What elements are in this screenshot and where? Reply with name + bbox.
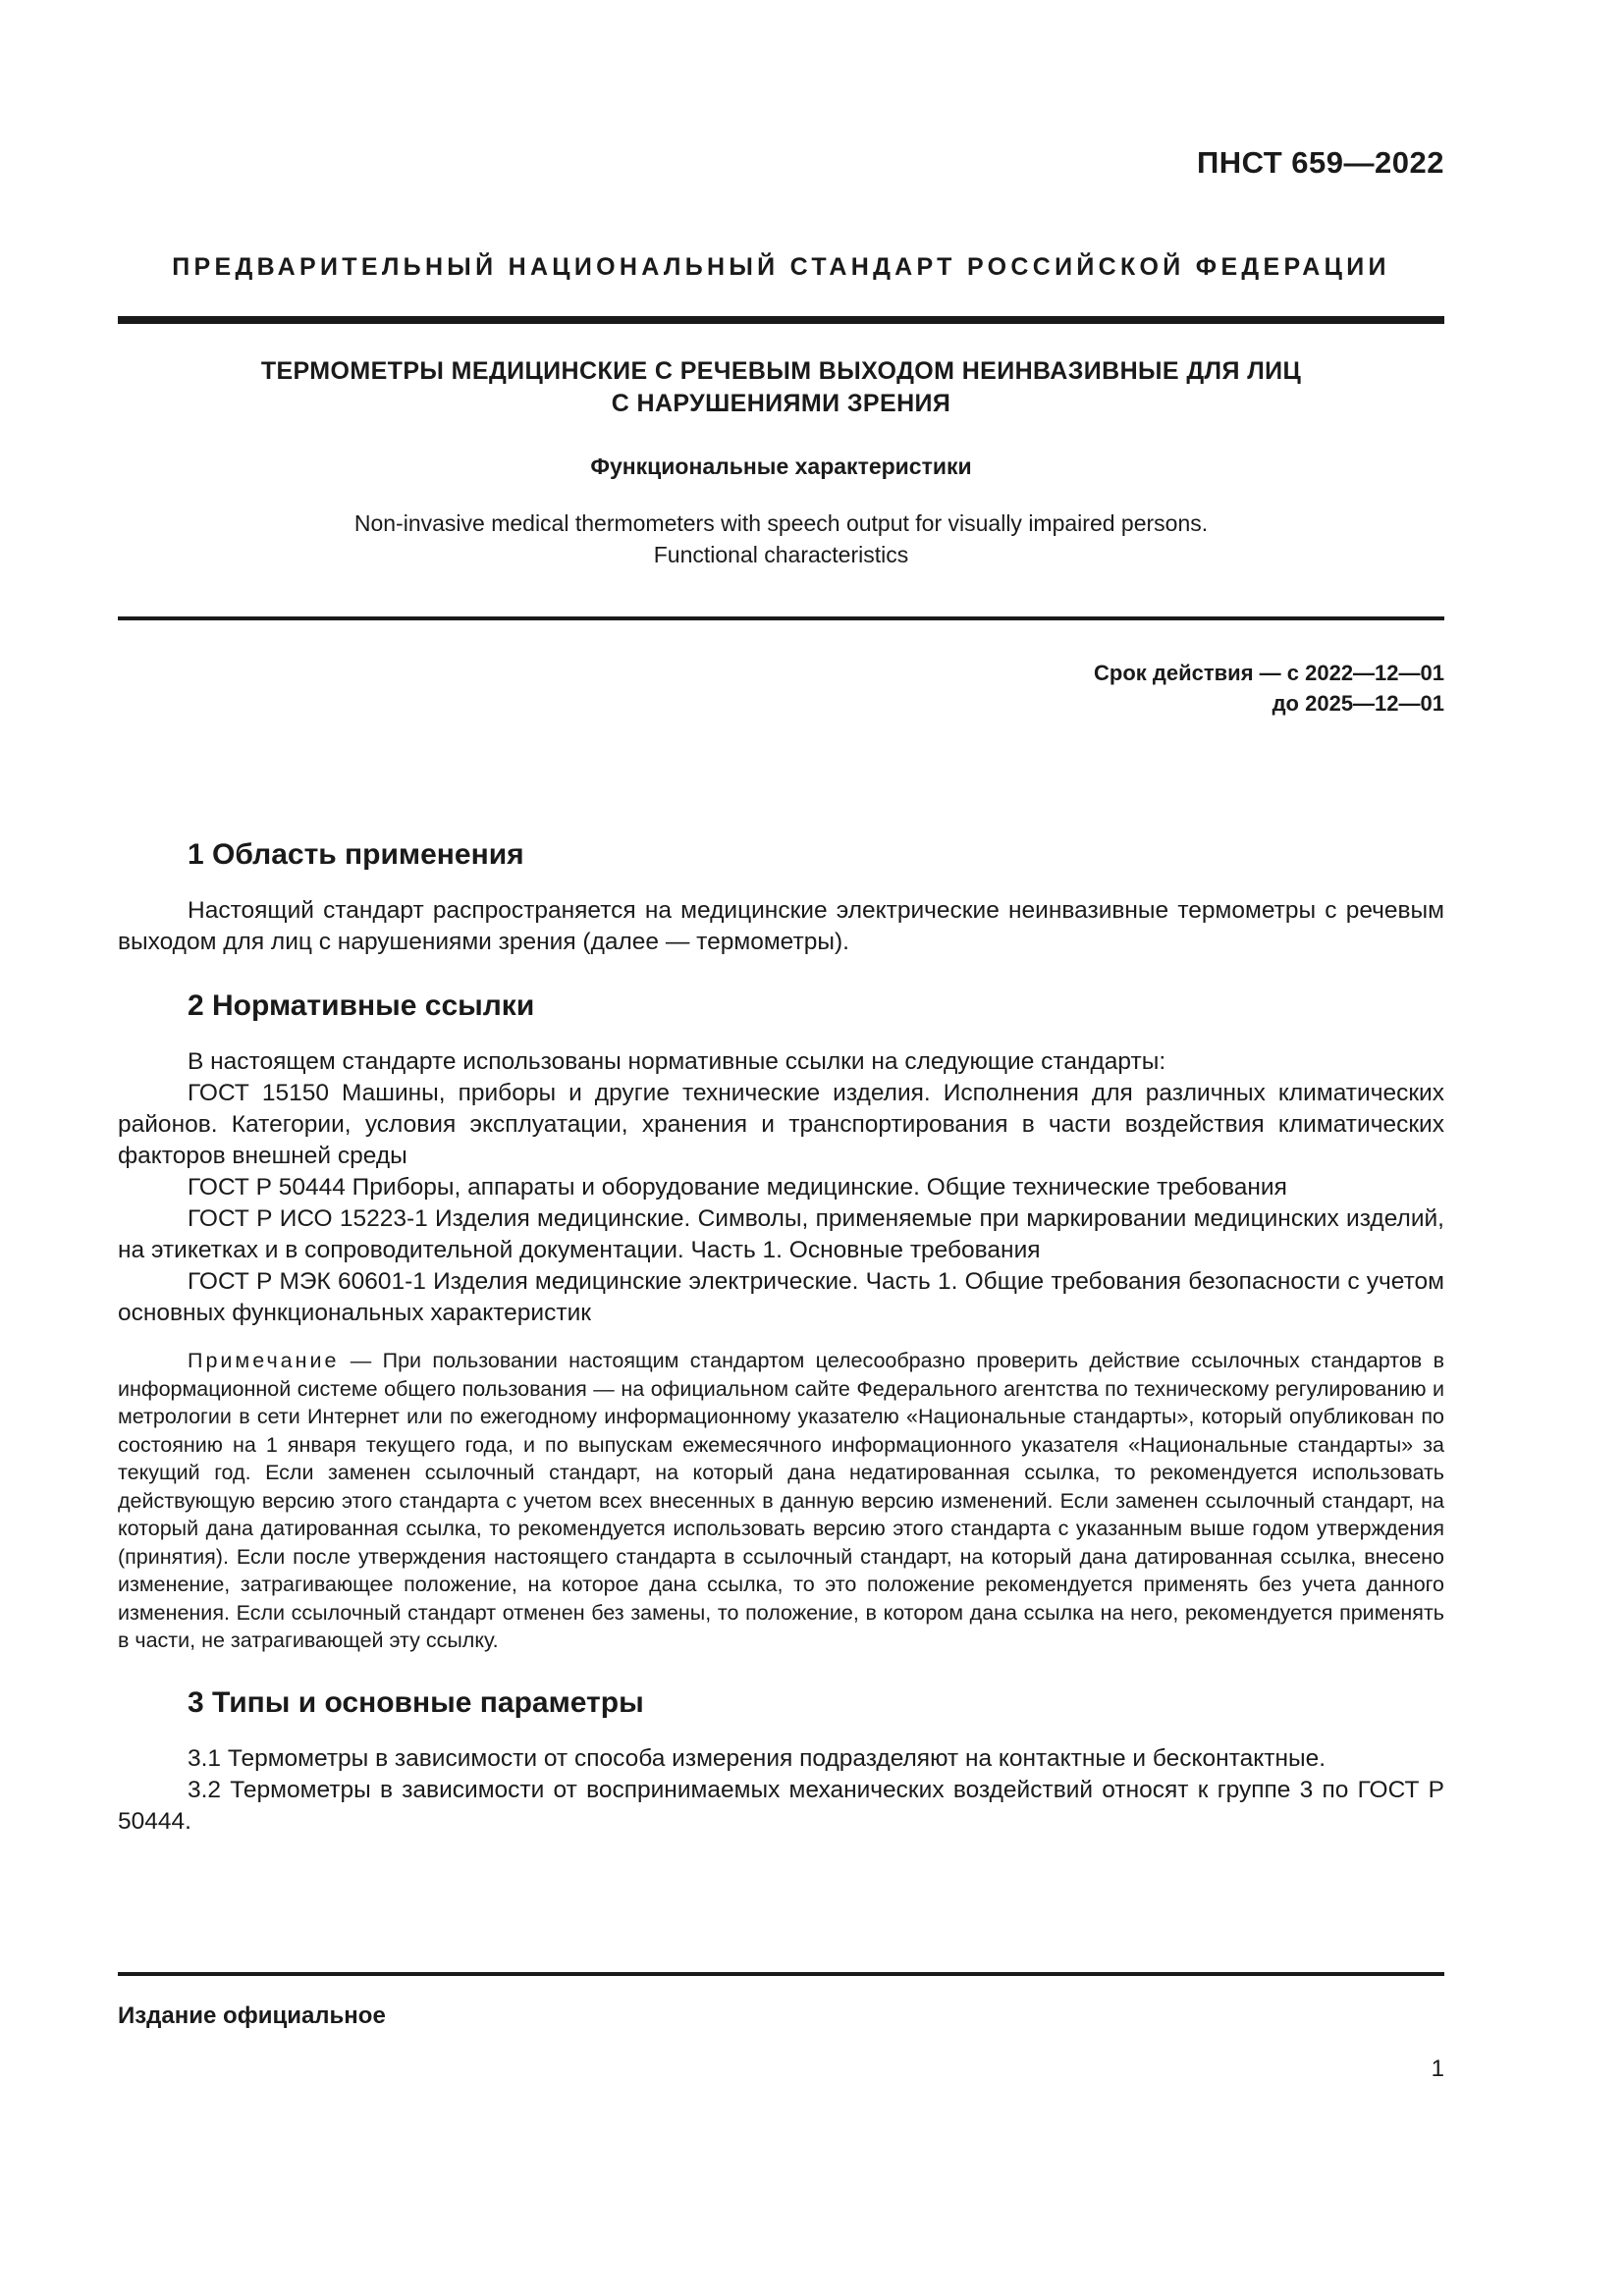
validity-end: до 2025—12—01 bbox=[1272, 691, 1444, 716]
title-ru-line1: ТЕРМОМЕТРЫ МЕДИЦИНСКИЕ С РЕЧЕВЫМ ВЫХОДОМ НЕИНВАЗИВНЫЕ ДЛЯ ЛИЦ bbox=[260, 357, 1302, 385]
section-3-heading: 3 Типы и основные параметры bbox=[188, 1685, 644, 1719]
section-2-intro: В настоящем стандарте использованы нормативные ссылки на следующие стандарты: bbox=[188, 1048, 1166, 1075]
subtitle-ru: Функциональные характеристики bbox=[590, 454, 972, 479]
top-thick-rule bbox=[118, 316, 1444, 324]
section-2-heading: 2 Нормативные ссылки bbox=[188, 989, 535, 1022]
reference-gost-r-50444: ГОСТ Р 50444 Приборы, аппараты и оборудование медицинские. Общие технические требования bbox=[188, 1174, 1287, 1201]
official-edition-label: Издание официальное bbox=[118, 2002, 386, 2029]
document-number: ПНСТ 659—2022 bbox=[1196, 145, 1444, 180]
footer-rule bbox=[118, 1972, 1444, 1976]
section-3-1: 3.1 Термометры в зависимости от способа измерения подразделяют на контактные и бесконтактные. bbox=[188, 1744, 1326, 1772]
title-en-line2: Functional characteristics bbox=[653, 542, 909, 567]
title-ru bbox=[118, 355, 1444, 420]
title-block bbox=[118, 355, 1444, 570]
page-number: 1 bbox=[1431, 2056, 1444, 2082]
validity-period bbox=[1094, 658, 1444, 719]
validity-start: Срок действия — с 2022—12—01 bbox=[1094, 661, 1444, 685]
title-ru-line2: С НАРУШЕНИЯМИ ЗРЕНИЯ bbox=[611, 390, 951, 417]
section-1-heading: 1 Область применения bbox=[188, 838, 524, 871]
title-en-line1: Non-invasive medical thermometers with speech output for visually impaired persons. bbox=[353, 510, 1209, 536]
reference-gost-r-iso-15223-1: ГОСТ Р ИСО 15223-1 Изделия медицинские. Символы, применяемые при маркировании медицинских изделий, на этикетках и в сопроводительной документации. Часть 1. Основные требования bbox=[118, 1205, 1444, 1263]
note-text: — При пользовании настоящим стандартом целесообразно проверить действие ссылочных стандартов в информационной системе общего пользования — на официальном сайте Федерального агентства по техническому регулированию и метрологии в сети Интернет или по ежегодному информационному указателю «Национальные стандарты», который опубликован по состоянию на 1 января текущего года, и по выпускам ежемесячного информационного указателя «Национальные стандарты» за текущий год. Если заменен ссылочный стандарт, на который дана недатированная ссылка, то рекомендуется использовать действующую версию этого стандарта с учетом всех внесенных в данную версию изменений. Если заменен ссылочный стандарт, на который дана датированная ссылка, то рекомендуется использовать версию этого стандарта с указанным выше годом утверждения (принятия). Если после утверждения настоящего стандарта в ссылочный стандарт, на который дана датированная ссылка, внесено изменение, затрагивающее положение, на которое дана ссылка, то это положение рекомендуется применять без учета данного изменения. Если ссылочный стандарт отменен без замены, то положение, в котором дана ссылка на него, рекомендуется применять в части, не затрагивающей эту ссылку. bbox=[118, 1349, 1444, 1652]
note-label: Примечание bbox=[188, 1349, 340, 1372]
document-body bbox=[118, 836, 1444, 1838]
title-en bbox=[118, 507, 1444, 570]
standard-type-header: ПРЕДВАРИТЕЛЬНЫЙ НАЦИОНАЛЬНЫЙ СТАНДАРТ РОССИЙСКОЙ ФЕДЕРАЦИИ bbox=[172, 253, 1390, 281]
reference-gost-r-iec-60601-1: ГОСТ Р МЭК 60601-1 Изделия медицинские электрические. Часть 1. Общие требования безопасности с учетом основных функциональных характеристик bbox=[118, 1268, 1444, 1326]
reference-gost-15150: ГОСТ 15150 Машины, приборы и другие технические изделия. Исполнения для различных климатических районов. Категории, условия эксплуатации, хранения и транспортирования в части воздействия климатических факторов внешней среды bbox=[118, 1080, 1444, 1169]
title-bottom-rule bbox=[118, 616, 1444, 620]
section-1-text: Настоящий стандарт распространяется на медицинские электрические неинвазивные термометры с речевым выходом для лиц с нарушениями зрения (далее — термометры). bbox=[118, 897, 1444, 955]
section-3-2: 3.2 Термометры в зависимости от воспринимаемых механических воздействий относят к группе 3 по ГОСТ Р 50444. bbox=[118, 1776, 1444, 1835]
note bbox=[118, 1347, 1444, 1655]
